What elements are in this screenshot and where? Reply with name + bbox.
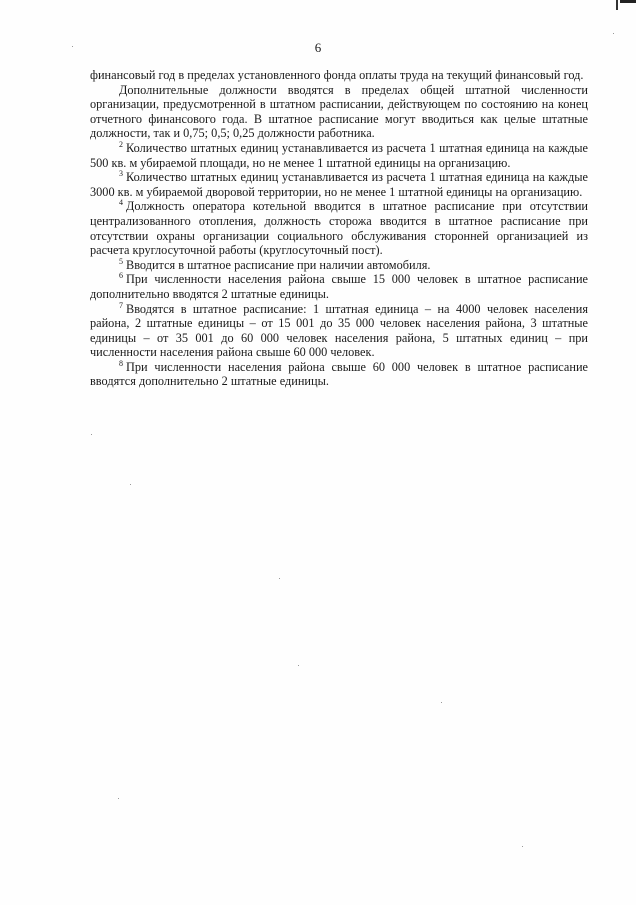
footnote-5 (90, 258, 588, 273)
scan-speck (441, 702, 442, 703)
scan-corner-tick (616, 0, 618, 10)
footnote-marker: 4 (119, 198, 123, 208)
footnote-2 (90, 141, 588, 170)
paragraph-text: Дополнительные должности вводятся в пределах общей штатной численности организации, предусмотренной в штатном расписании, действующем по состоянию на конец отчетного финансового года. В штатное расписание могут вводиться как целые штатные должности, так и 0,75; 0,5; 0,25 должности работника. (90, 82, 588, 141)
footnote-marker: 2 (119, 139, 123, 149)
footnote-marker: 6 (119, 271, 123, 281)
footnote-marker: 5 (119, 256, 123, 266)
paragraph-continuation (90, 68, 588, 83)
footnote-8 (90, 360, 588, 389)
footnote-6 (90, 272, 588, 301)
scan-speck (298, 665, 299, 666)
footnote-marker: 3 (119, 169, 123, 179)
footnote-text: Должность оператора котельной вводится в штатное расписание при отсутствии централизованного отопления, должность сторожа вводится в штатное расписание при отсутствии охраны организации социального обслуживания сторонней организацией из расчета круглосуточной работы (круглосуточный пост). (90, 199, 588, 258)
footnote-text: Вводится в штатное расписание при наличии автомобиля. (126, 257, 431, 272)
footnote-marker: 7 (119, 300, 123, 310)
footnote-7 (90, 302, 588, 360)
scan-speck (118, 798, 119, 799)
scan-speck (91, 434, 92, 435)
scan-speck (72, 46, 73, 47)
footnote-text: Количество штатных единиц устанавливается из расчета 1 штатная единица на каждые 3000 кв. м убираемой дворовой территории, но не менее 1 штатной единицы на организацию. (90, 170, 588, 199)
footnote-text: При численности населения района свыше 60 000 человек в штатное расписание вводятся дополнительно 2 штатные единицы. (90, 359, 588, 389)
scan-speck (522, 846, 523, 847)
page-number: 6 (314, 40, 322, 55)
footnote-4 (90, 199, 588, 257)
scan-speck (279, 578, 280, 579)
paragraph-text: финансовый год в пределах установленного фонда оплаты труда на текущий финансовый год. (90, 68, 584, 82)
footnote-text: Вводятся в штатное расписание: 1 штатная единица – на 4000 человек населения района, 2 штатные единицы – от 15 001 до 35 000 человек населения района, 3 штатные единицы – от 35 001 до 60 000 человек населения района, 5 штатных единиц – при численности населения района свыше 60 000 человек. (90, 301, 588, 360)
paragraph-additional-positions (90, 83, 588, 141)
footnote-3 (90, 170, 588, 199)
scan-corner-mark (620, 0, 636, 3)
footnote-text: Количество штатных единиц устанавливается из расчета 1 штатная единица на каждые 500 кв. м убираемой площади, но не менее 1 штатной единицы на организацию. (90, 140, 588, 170)
scan-speck (130, 484, 131, 485)
footnote-marker: 8 (119, 358, 123, 368)
footnote-text: При численности населения района свыше 15 000 человек в штатное расписание дополнительно вводятся 2 штатные единицы. (90, 272, 588, 301)
document-body (90, 68, 588, 389)
scan-speck (613, 33, 614, 34)
